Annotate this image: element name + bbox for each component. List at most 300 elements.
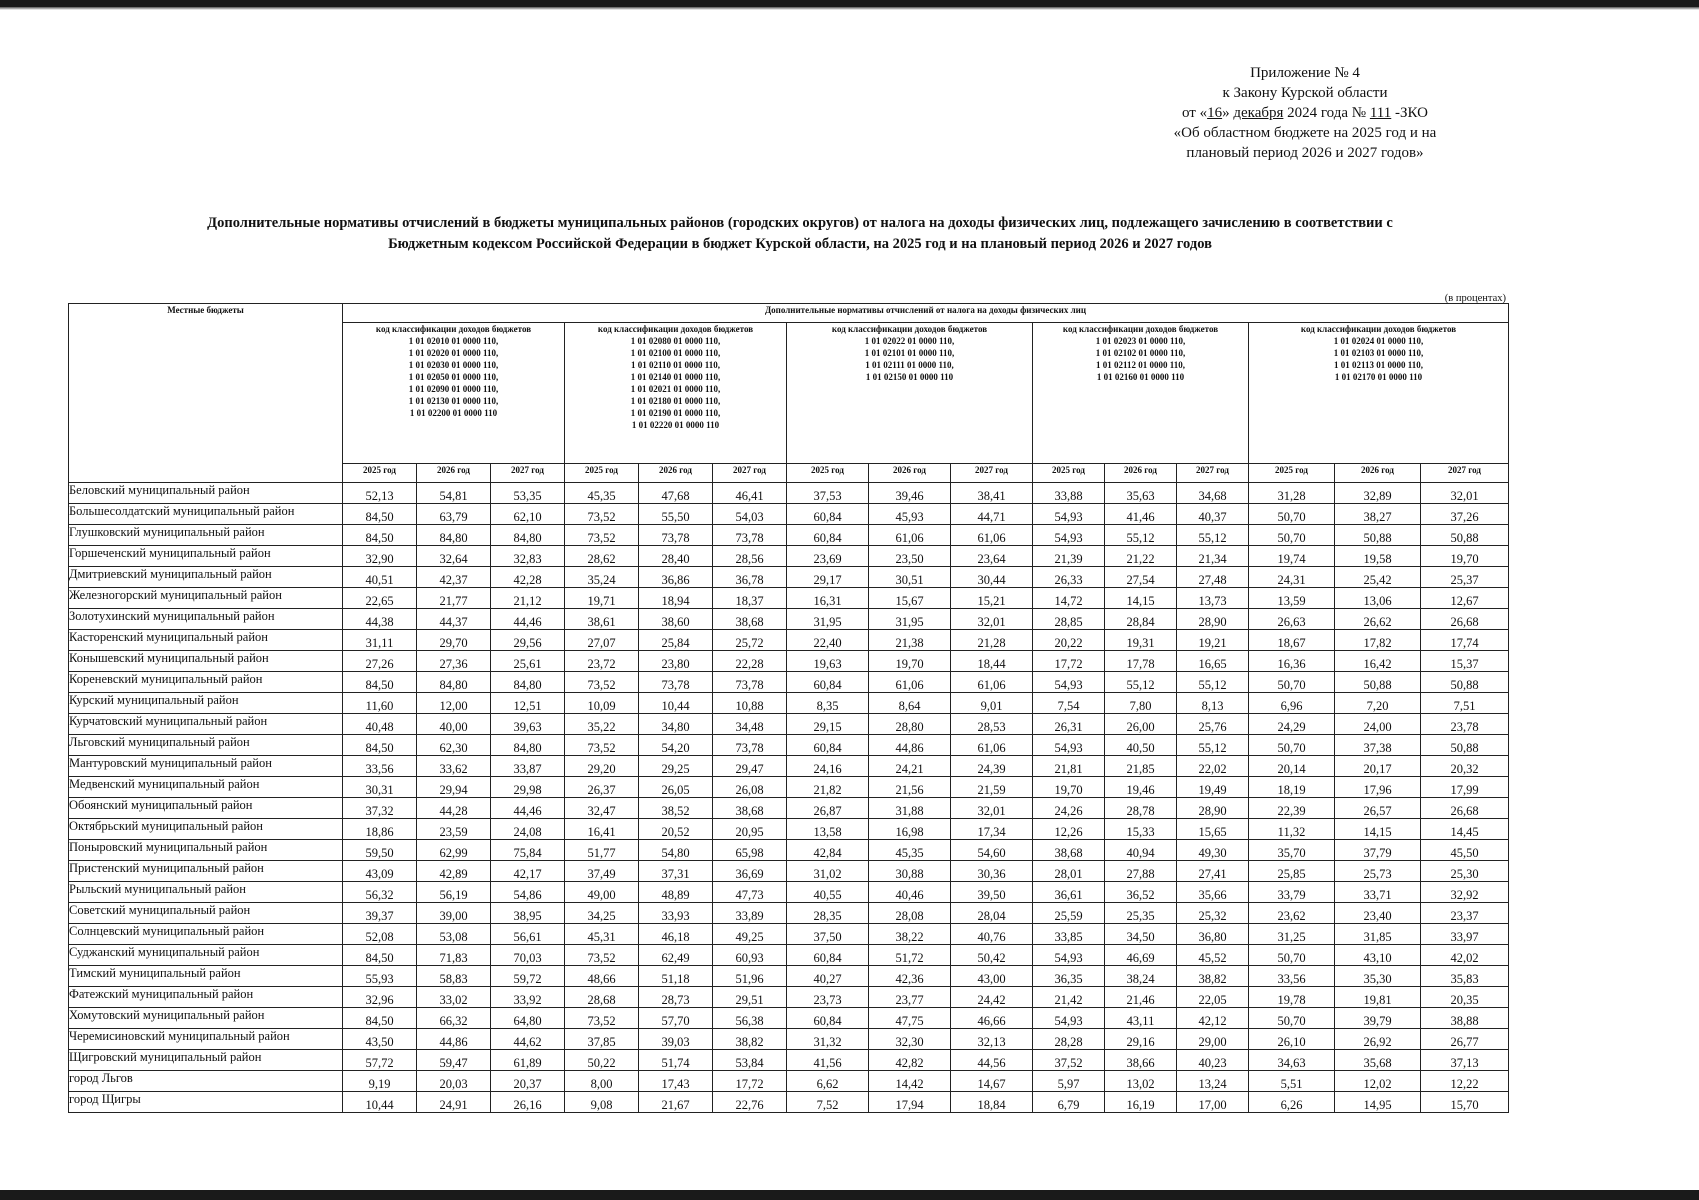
- income-code: 1 01 02102 01 0000 110,: [1095, 348, 1186, 358]
- norm-value: 47,73: [713, 882, 787, 903]
- norm-value: 70,03: [491, 945, 565, 966]
- norm-value: 17,34: [951, 819, 1033, 840]
- norm-value: 31,88: [869, 798, 951, 819]
- norm-value: 50,88: [1421, 735, 1509, 756]
- appendix-date-line: [1140, 103, 1470, 123]
- norm-value: 30,44: [951, 567, 1033, 588]
- norm-value: 33,62: [417, 756, 491, 777]
- norm-value: 5,97: [1033, 1071, 1105, 1092]
- norm-value: 20,17: [1335, 756, 1421, 777]
- norm-value: 37,13: [1421, 1050, 1509, 1071]
- norm-value: 61,06: [869, 525, 951, 546]
- norm-value: 52,08: [343, 924, 417, 945]
- budget-name: Суджанский муниципальный район: [69, 945, 343, 966]
- norm-value: 21,34: [1177, 546, 1249, 567]
- norm-value: 36,80: [1177, 924, 1249, 945]
- norm-value: 21,56: [869, 777, 951, 798]
- income-code: 1 01 02140 01 0000 110,: [630, 372, 721, 382]
- budget-name: Дмитриевский муниципальный район: [69, 567, 343, 588]
- norm-value: 25,35: [1105, 903, 1177, 924]
- norm-value: 51,18: [639, 966, 713, 987]
- norm-value: 33,89: [713, 903, 787, 924]
- norm-value: 33,92: [491, 987, 565, 1008]
- norm-value: 14,67: [951, 1071, 1033, 1092]
- norm-value: 25,73: [1335, 861, 1421, 882]
- norm-value: 17,00: [1177, 1092, 1249, 1113]
- norm-value: 30,31: [343, 777, 417, 798]
- norm-value: 33,71: [1335, 882, 1421, 903]
- norm-value: 28,40: [639, 546, 713, 567]
- norm-value: 50,88: [1335, 525, 1421, 546]
- year-header: 2026 год: [417, 464, 491, 483]
- norm-value: 42,02: [1421, 945, 1509, 966]
- norm-value: 37,52: [1033, 1050, 1105, 1071]
- norm-value: 29,25: [639, 756, 713, 777]
- norm-value: 32,13: [951, 1029, 1033, 1050]
- norm-value: 23,73: [787, 987, 869, 1008]
- norm-value: 55,93: [343, 966, 417, 987]
- norm-value: 25,37: [1421, 567, 1509, 588]
- norm-value: 60,84: [787, 672, 869, 693]
- norm-value: 22,02: [1177, 756, 1249, 777]
- norm-value: 28,85: [1033, 609, 1105, 630]
- norm-value: 23,59: [417, 819, 491, 840]
- norm-value: 34,50: [1105, 924, 1177, 945]
- units-note: (в процентах): [1444, 293, 1506, 304]
- norm-value: 38,27: [1335, 504, 1421, 525]
- budget-name: Тимский муниципальный район: [69, 966, 343, 987]
- budget-name: город Льгов: [69, 1071, 343, 1092]
- norm-value: 15,67: [869, 588, 951, 609]
- income-code: 1 01 02010 01 0000 110,: [408, 336, 499, 346]
- norm-value: 42,28: [491, 567, 565, 588]
- norm-value: 51,74: [639, 1050, 713, 1071]
- norm-value: 41,56: [787, 1050, 869, 1071]
- norm-value: 21,85: [1105, 756, 1177, 777]
- norm-value: 32,83: [491, 546, 565, 567]
- norm-value: 14,15: [1105, 588, 1177, 609]
- norm-value: 32,96: [343, 987, 417, 1008]
- norm-value: 21,67: [639, 1092, 713, 1113]
- norm-value: 29,00: [1177, 1029, 1249, 1050]
- norm-value: 43,09: [343, 861, 417, 882]
- norm-value: 14,42: [869, 1071, 951, 1092]
- norm-value: 34,80: [639, 714, 713, 735]
- budget-name: Пристенский муниципальный район: [69, 861, 343, 882]
- norm-value: 84,80: [417, 525, 491, 546]
- norm-value: 54,93: [1033, 1008, 1105, 1029]
- norm-value: 21,39: [1033, 546, 1105, 567]
- norm-value: 45,93: [869, 504, 951, 525]
- budget-name: Курчатовский муниципальный район: [69, 714, 343, 735]
- table-row: [69, 525, 1509, 546]
- norm-value: 43,00: [951, 966, 1033, 987]
- norm-value: 26,16: [491, 1092, 565, 1113]
- income-code: 1 01 02170 01 0000 110: [1334, 372, 1423, 382]
- norm-value: 21,42: [1033, 987, 1105, 1008]
- norm-value: 19,74: [1249, 546, 1335, 567]
- norm-value: 36,86: [639, 567, 713, 588]
- norm-value: 26,31: [1033, 714, 1105, 735]
- norm-value: 50,88: [1421, 672, 1509, 693]
- norm-value: 44,62: [491, 1029, 565, 1050]
- norm-value: 20,32: [1421, 756, 1509, 777]
- table-row: [69, 1071, 1509, 1092]
- budget-name: Мантуровский муниципальный район: [69, 756, 343, 777]
- norm-value: 8,13: [1177, 693, 1249, 714]
- norm-value: 35,30: [1335, 966, 1421, 987]
- norm-value: 28,84: [1105, 609, 1177, 630]
- norm-value: 29,94: [417, 777, 491, 798]
- budget-name: Льговский муниципальный район: [69, 735, 343, 756]
- norm-value: 8,00: [565, 1071, 639, 1092]
- year-header: 2026 год: [1105, 464, 1177, 483]
- norm-value: 65,98: [713, 840, 787, 861]
- income-code: 1 01 02110 01 0000 110,: [630, 360, 720, 370]
- norm-value: 37,32: [343, 798, 417, 819]
- norm-value: 84,50: [343, 945, 417, 966]
- norm-value: 24,91: [417, 1092, 491, 1113]
- date-day: 16: [1207, 105, 1223, 121]
- norm-value: 17,78: [1105, 651, 1177, 672]
- norm-value: 62,10: [491, 504, 565, 525]
- norm-value: 73,52: [565, 672, 639, 693]
- table-row: [69, 840, 1509, 861]
- norm-value: 61,06: [951, 525, 1033, 546]
- norm-value: 19,31: [1105, 630, 1177, 651]
- norm-value: 28,62: [565, 546, 639, 567]
- norm-value: 53,08: [417, 924, 491, 945]
- year-header: 2027 год: [1421, 464, 1509, 483]
- norm-value: 19,78: [1249, 987, 1335, 1008]
- norm-value: 19,71: [565, 588, 639, 609]
- year-header: 2025 год: [1249, 464, 1335, 483]
- norm-value: 45,31: [565, 924, 639, 945]
- appendix-number: Приложение № 4: [1250, 65, 1360, 81]
- norm-value: 55,50: [639, 504, 713, 525]
- norm-value: 73,78: [713, 525, 787, 546]
- date-sep: »: [1222, 105, 1234, 121]
- scan-border-bottom: [0, 1190, 1699, 1200]
- norm-value: 20,52: [639, 819, 713, 840]
- norm-value: 33,85: [1033, 924, 1105, 945]
- table-row: [69, 630, 1509, 651]
- norm-value: 26,68: [1421, 609, 1509, 630]
- appendix-heading: [1140, 63, 1470, 163]
- norm-value: 26,00: [1105, 714, 1177, 735]
- norm-value: 19,70: [869, 651, 951, 672]
- norm-value: 33,02: [417, 987, 491, 1008]
- norm-value: 28,68: [565, 987, 639, 1008]
- norm-value: 26,08: [713, 777, 787, 798]
- norm-value: 17,74: [1421, 630, 1509, 651]
- norm-value: 61,89: [491, 1050, 565, 1071]
- norm-value: 16,41: [565, 819, 639, 840]
- budget-name: Медвенский муниципальный район: [69, 777, 343, 798]
- norm-value: 55,12: [1177, 735, 1249, 756]
- norm-value: 38,60: [639, 609, 713, 630]
- norm-value: 54,93: [1033, 672, 1105, 693]
- date-month: декабря: [1233, 105, 1284, 121]
- norm-value: 9,08: [565, 1092, 639, 1113]
- norm-value: 29,20: [565, 756, 639, 777]
- norm-value: 54,81: [417, 483, 491, 504]
- norm-value: 20,35: [1421, 987, 1509, 1008]
- norm-value: 40,76: [951, 924, 1033, 945]
- norm-value: 16,98: [869, 819, 951, 840]
- norm-value: 31,02: [787, 861, 869, 882]
- norm-value: 18,44: [951, 651, 1033, 672]
- norm-value: 24,21: [869, 756, 951, 777]
- income-code: 1 01 02030 01 0000 110,: [408, 360, 499, 370]
- code-group-caption: код классификации доходов бюджетов: [597, 324, 754, 334]
- norm-value: 22,65: [343, 588, 417, 609]
- norm-value: 36,52: [1105, 882, 1177, 903]
- norm-value: 28,28: [1033, 1029, 1105, 1050]
- code-group-caption: код классификации доходов бюджетов: [1062, 324, 1219, 334]
- norm-value: 21,59: [951, 777, 1033, 798]
- norm-value: 27,07: [565, 630, 639, 651]
- table-row: [69, 483, 1509, 504]
- norm-value: 73,52: [565, 735, 639, 756]
- norm-value: 36,35: [1033, 966, 1105, 987]
- norm-value: 35,70: [1249, 840, 1335, 861]
- norm-value: 63,79: [417, 504, 491, 525]
- norm-value: 48,89: [639, 882, 713, 903]
- norm-value: 22,40: [787, 630, 869, 651]
- norm-value: 22,05: [1177, 987, 1249, 1008]
- norm-value: 50,88: [1421, 525, 1509, 546]
- norm-value: 54,93: [1033, 735, 1105, 756]
- norm-value: 5,51: [1249, 1071, 1335, 1092]
- table-row: [69, 861, 1509, 882]
- norm-value: 14,72: [1033, 588, 1105, 609]
- norm-value: 24,29: [1249, 714, 1335, 735]
- table-row: [69, 756, 1509, 777]
- income-code: 1 01 02024 01 0000 110,: [1333, 336, 1424, 346]
- norm-value: 31,95: [787, 609, 869, 630]
- norm-value: 57,72: [343, 1050, 417, 1071]
- norm-value: 20,37: [491, 1071, 565, 1092]
- norm-value: 36,78: [713, 567, 787, 588]
- norm-value: 54,86: [491, 882, 565, 903]
- norm-value: 25,76: [1177, 714, 1249, 735]
- norm-value: 12,22: [1421, 1071, 1509, 1092]
- norm-value: 38,88: [1421, 1008, 1509, 1029]
- norm-value: 32,90: [343, 546, 417, 567]
- norm-value: 23,62: [1249, 903, 1335, 924]
- norm-value: 23,77: [869, 987, 951, 1008]
- budget-name: Конышевский муниципальный район: [69, 651, 343, 672]
- norm-value: 62,30: [417, 735, 491, 756]
- norm-value: 50,22: [565, 1050, 639, 1071]
- norm-value: 20,22: [1033, 630, 1105, 651]
- norm-value: 26,63: [1249, 609, 1335, 630]
- norm-value: 40,94: [1105, 840, 1177, 861]
- norm-value: 29,16: [1105, 1029, 1177, 1050]
- norm-value: 58,83: [417, 966, 491, 987]
- budget-name: Глушковский муниципальный район: [69, 525, 343, 546]
- norm-value: 54,60: [951, 840, 1033, 861]
- norm-value: 48,66: [565, 966, 639, 987]
- norm-value: 54,93: [1033, 945, 1105, 966]
- year-header: 2025 год: [343, 464, 417, 483]
- norm-value: 73,52: [565, 1008, 639, 1029]
- income-code: 1 01 02021 01 0000 110,: [630, 384, 721, 394]
- budget-name: Поныровский муниципальный район: [69, 840, 343, 861]
- budget-name: Фатежский муниципальный район: [69, 987, 343, 1008]
- norm-value: 39,46: [869, 483, 951, 504]
- norm-value: 28,04: [951, 903, 1033, 924]
- norm-value: 40,27: [787, 966, 869, 987]
- scan-border-top-shade: [0, 7, 1699, 10]
- year-header: 2026 год: [1335, 464, 1421, 483]
- norm-value: 6,62: [787, 1071, 869, 1092]
- norm-value: 28,80: [869, 714, 951, 735]
- norm-value: 15,65: [1177, 819, 1249, 840]
- norm-value: 17,72: [1033, 651, 1105, 672]
- norm-value: 27,54: [1105, 567, 1177, 588]
- norm-value: 25,59: [1033, 903, 1105, 924]
- norm-value: 55,12: [1177, 525, 1249, 546]
- norm-value: 54,20: [639, 735, 713, 756]
- norm-value: 50,70: [1249, 504, 1335, 525]
- norm-value: 37,50: [787, 924, 869, 945]
- income-code: 1 01 02080 01 0000 110,: [630, 336, 721, 346]
- norm-value: 33,56: [1249, 966, 1335, 987]
- norm-value: 16,31: [787, 588, 869, 609]
- income-code: 1 01 02090 01 0000 110,: [408, 384, 499, 394]
- budget-name: Черемисиновский муниципальный район: [69, 1029, 343, 1050]
- norm-value: 19,63: [787, 651, 869, 672]
- norm-value: 34,25: [565, 903, 639, 924]
- norm-value: 62,49: [639, 945, 713, 966]
- norm-value: 19,81: [1335, 987, 1421, 1008]
- code-group-header-4: [1033, 323, 1249, 464]
- norm-value: 17,82: [1335, 630, 1421, 651]
- norm-value: 42,17: [491, 861, 565, 882]
- norm-value: 28,56: [713, 546, 787, 567]
- norm-value: 38,41: [951, 483, 1033, 504]
- norm-value: 44,71: [951, 504, 1033, 525]
- norm-value: 38,68: [1033, 840, 1105, 861]
- norm-value: 26,05: [639, 777, 713, 798]
- norm-value: 36,69: [713, 861, 787, 882]
- norm-value: 34,48: [713, 714, 787, 735]
- norm-value: 38,95: [491, 903, 565, 924]
- norm-value: 26,37: [565, 777, 639, 798]
- table-row: [69, 1092, 1509, 1113]
- norm-value: 44,38: [343, 609, 417, 630]
- norm-value: 57,70: [639, 1008, 713, 1029]
- norm-value: 55,12: [1105, 525, 1177, 546]
- norm-value: 59,47: [417, 1050, 491, 1071]
- income-code: 1 01 02113 01 0000 110,: [1333, 360, 1423, 370]
- norm-value: 38,61: [565, 609, 639, 630]
- table-row: [69, 1008, 1509, 1029]
- norm-value: 8,35: [787, 693, 869, 714]
- norm-value: 31,95: [869, 609, 951, 630]
- norm-value: 50,70: [1249, 735, 1335, 756]
- norm-value: 11,60: [343, 693, 417, 714]
- income-code: 1 01 02020 01 0000 110,: [408, 348, 499, 358]
- norm-value: 7,54: [1033, 693, 1105, 714]
- norm-value: 60,84: [787, 1008, 869, 1029]
- norm-value: 44,37: [417, 609, 491, 630]
- norm-value: 29,15: [787, 714, 869, 735]
- document-title-line-1: Дополнительные нормативы отчислений в бюджеты муниципальных районов (городских округов) от налога на доходы физических лиц, подлежащего зачислению в соответствии с: [207, 215, 1393, 231]
- norm-value: 16,36: [1249, 651, 1335, 672]
- norm-value: 23,37: [1421, 903, 1509, 924]
- norm-value: 20,03: [417, 1071, 491, 1092]
- table-row: [69, 672, 1509, 693]
- norm-value: 9,19: [343, 1071, 417, 1092]
- norm-value: 18,67: [1249, 630, 1335, 651]
- budget-name: Железногорский муниципальный район: [69, 588, 343, 609]
- norm-value: 46,66: [951, 1008, 1033, 1029]
- budget-name: Беловский муниципальный район: [69, 483, 343, 504]
- norm-value: 49,25: [713, 924, 787, 945]
- table-row: [69, 903, 1509, 924]
- norm-value: 40,50: [1105, 735, 1177, 756]
- norm-value: 27,36: [417, 651, 491, 672]
- year-header: 2027 год: [951, 464, 1033, 483]
- norm-value: 18,19: [1249, 777, 1335, 798]
- norm-value: 45,50: [1421, 840, 1509, 861]
- norm-value: 30,51: [869, 567, 951, 588]
- norm-value: 38,82: [713, 1029, 787, 1050]
- budget-name: Золотухинский муниципальный район: [69, 609, 343, 630]
- norm-value: 61,06: [951, 672, 1033, 693]
- norm-value: 31,25: [1249, 924, 1335, 945]
- budget-name: Солнцевский муниципальный район: [69, 924, 343, 945]
- budget-name: город Щигры: [69, 1092, 343, 1113]
- table-row: [69, 924, 1509, 945]
- local-budgets-header: Местные бюджеты: [69, 304, 343, 483]
- norm-value: 56,38: [713, 1008, 787, 1029]
- norm-value: 23,69: [787, 546, 869, 567]
- norm-value: 37,26: [1421, 504, 1509, 525]
- norm-value: 38,66: [1105, 1050, 1177, 1071]
- budget-name: Октябрьский муниципальный район: [69, 819, 343, 840]
- norm-value: 42,36: [869, 966, 951, 987]
- norm-value: 50,70: [1249, 525, 1335, 546]
- norm-value: 16,19: [1105, 1092, 1177, 1113]
- table-row: [69, 987, 1509, 1008]
- norm-value: 21,82: [787, 777, 869, 798]
- norm-value: 35,22: [565, 714, 639, 735]
- norm-value: 84,50: [343, 504, 417, 525]
- norm-value: 25,72: [713, 630, 787, 651]
- norm-value: 54,80: [639, 840, 713, 861]
- norm-value: 42,12: [1177, 1008, 1249, 1029]
- income-code: 1 01 02160 01 0000 110: [1096, 372, 1185, 382]
- norm-value: 35,83: [1421, 966, 1509, 987]
- norm-value: 75,84: [491, 840, 565, 861]
- norm-value: 13,59: [1249, 588, 1335, 609]
- norm-value: 31,28: [1249, 483, 1335, 504]
- norm-value: 53,84: [713, 1050, 787, 1071]
- norm-value: 47,75: [869, 1008, 951, 1029]
- norm-value: 27,26: [343, 651, 417, 672]
- norm-value: 24,39: [951, 756, 1033, 777]
- norms-group-header: Дополнительные нормативы отчислений от налога на доходы физических лиц: [343, 304, 1509, 323]
- norm-value: 34,68: [1177, 483, 1249, 504]
- norm-value: 18,86: [343, 819, 417, 840]
- norm-value: 32,01: [1421, 483, 1509, 504]
- norm-value: 84,80: [491, 735, 565, 756]
- income-code: 1 01 02220 01 0000 110: [631, 420, 720, 430]
